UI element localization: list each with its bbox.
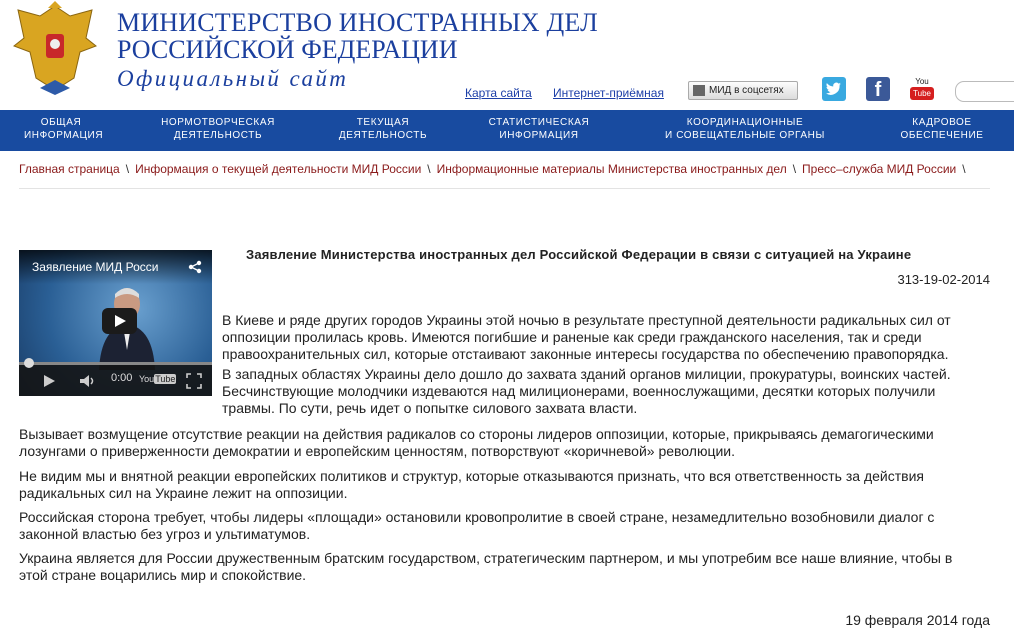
- breadcrumb-info-materials[interactable]: Информационные материалы Министерства иностранных дел: [436, 162, 787, 176]
- twitter-icon[interactable]: [822, 77, 846, 101]
- nav-normative-activity[interactable]: [160, 116, 276, 142]
- nav-label-line2: ОБЕСПЕЧЕНИЕ: [900, 130, 984, 141]
- nav-current-activity[interactable]: [336, 116, 430, 142]
- network-icon: [693, 85, 705, 96]
- video-time: 0:00: [111, 372, 133, 384]
- breadcrumb-separator: \: [125, 162, 130, 176]
- reception-link[interactable]: Интернет-приёмная: [553, 86, 664, 100]
- volume-icon[interactable]: [79, 374, 97, 388]
- article-paragraph-4: [19, 468, 924, 502]
- video-title[interactable]: Заявление МИД Росси: [19, 250, 212, 284]
- paragraph-line: правоохранительных сил, которые отстаивают законные интересы государства по обеспечению правопорядка.: [222, 346, 949, 362]
- sitemap-link[interactable]: Карта сайта: [465, 86, 532, 100]
- nav-label-line2: ДЕЯТЕЛЬНОСТЬ: [173, 130, 263, 141]
- breadcrumb-current-activity[interactable]: Информация о текущей деятельности МИД России: [135, 162, 422, 176]
- paragraph-line: оппозиции пролилась кровь. Имеются погибшие и раненые как среди гражданского населения, так и среди: [222, 329, 922, 345]
- paragraph-line: травмы. По сути, речь идет о попытке силового захвата власти.: [222, 400, 638, 416]
- nav-label-line2: ИНФОРМАЦИЯ: [499, 130, 579, 141]
- article-paragraph-1: [222, 312, 951, 363]
- paragraph-line: законной властью без угроз и ультиматумов.: [19, 526, 311, 542]
- paragraph-line: Украина является для России дружественным братским государством, стратегическим партнером, и мы употребим все наше влияние, чтобы в: [19, 550, 953, 566]
- paragraph-line: лозунгами о приверженности демократии и европейским ценностям, потворствуют «коричневой» революции.: [19, 443, 735, 459]
- article-paragraph-2: [222, 366, 951, 417]
- social-networks-button[interactable]: [688, 81, 798, 100]
- paragraph-line: Российская сторона требует, чтобы лидеры «площади» остановили кровопролитие в своей стране, незамедлительно возобновили диалог с: [19, 509, 935, 525]
- share-icon[interactable]: [188, 260, 202, 274]
- article-date: 19 февраля 2014 года: [845, 612, 990, 628]
- video-player[interactable]: [19, 250, 212, 396]
- breadcrumb-separator: \: [427, 162, 431, 176]
- paragraph-line: Вызывает возмущение отсутствие реакции на действия радикалов со стороны лидеров оппозиции, которые, прикрываясь демагогическими: [19, 426, 934, 442]
- document-number: 313-19-02-2014: [897, 272, 990, 287]
- nav-label-line2: ИНФОРМАЦИЯ: [24, 130, 104, 141]
- facebook-icon[interactable]: f: [866, 77, 890, 101]
- video-progress-track[interactable]: [19, 362, 212, 365]
- main-navigation: [0, 110, 1014, 151]
- article-paragraph-5: [19, 509, 934, 543]
- nav-coordination-bodies[interactable]: [662, 116, 828, 142]
- video-progress-knob[interactable]: [24, 358, 34, 368]
- content-divider: [19, 188, 990, 189]
- nav-general-info[interactable]: [24, 116, 104, 142]
- article-paragraph-3: [19, 426, 934, 460]
- youtube-label-bottom: Tube: [910, 87, 934, 100]
- site-header: [0, 0, 1014, 110]
- nav-label-line1: СТАТИСТИЧЕСКАЯ: [488, 117, 590, 128]
- site-title-line1[interactable]: МИНИСТЕРСТВО ИНОСТРАННЫХ ДЕЛ: [117, 8, 598, 37]
- site-subtitle: Официальный сайт: [117, 66, 349, 91]
- nav-label-line1: НОРМОТВОРЧЕСКАЯ: [161, 117, 275, 128]
- paragraph-line: радикальных сил на Украине лежит на оппозиции.: [19, 485, 348, 501]
- fullscreen-icon[interactable]: [186, 373, 202, 389]
- nav-personnel[interactable]: [894, 116, 990, 142]
- nav-label-line1: ТЕКУЩАЯ: [356, 117, 410, 128]
- social-networks-label: МИД в соцсетях: [709, 85, 784, 96]
- youtube-logo-icon[interactable]: YouTube: [139, 374, 176, 384]
- nav-label-line1: КАДРОВОЕ: [912, 117, 972, 128]
- breadcrumb: [19, 162, 972, 176]
- play-icon[interactable]: [102, 308, 137, 334]
- play-small-icon[interactable]: [42, 374, 56, 388]
- breadcrumb-separator: \: [962, 162, 966, 176]
- article-paragraph-6: [19, 550, 952, 584]
- paragraph-line: В западных областях Украины дело дошло до захвата зданий органов милиции, прокуратуры, воинских частей.: [222, 366, 951, 382]
- article-heading: Заявление Министерства иностранных дел Российской Федерации в связи с ситуацией на Украине: [246, 247, 912, 262]
- nav-label-line1: ОБЩАЯ: [40, 117, 82, 128]
- coat-of-arms-icon[interactable]: [10, 0, 100, 96]
- paragraph-line: Не видим мы и внятной реакции европейских политиков и структур, которые отказываются признать, что вся ответственность за действия: [19, 468, 924, 484]
- nav-statistical-info[interactable]: [486, 116, 592, 142]
- nav-label-line2: ДЕЯТЕЛЬНОСТЬ: [338, 130, 428, 141]
- search-input[interactable]: [955, 81, 1014, 102]
- breadcrumb-separator: \: [792, 162, 797, 176]
- paragraph-line: этой стране воцарились мир и спокойствие.: [19, 567, 307, 583]
- breadcrumb-press-service[interactable]: Пресс–служба МИД России: [802, 162, 957, 176]
- site-title-line2[interactable]: РОССИЙСКОЙ ФЕДЕРАЦИИ: [117, 35, 458, 64]
- youtube-icon[interactable]: [910, 77, 934, 101]
- breadcrumb-home[interactable]: Главная страница: [19, 162, 120, 176]
- youtube-label-top: You: [915, 77, 929, 86]
- paragraph-line: Бесчинствующие молодчики издеваются над милиционерами, военнослужащими, десятки которых получили: [222, 383, 936, 399]
- nav-label-line2: И СОВЕЩАТЕЛЬНЫЕ ОРГАНЫ: [665, 130, 825, 141]
- paragraph-line: В Киеве и ряде других городов Украины этой ночью в результате преступной деятельности радикальных сил от: [222, 312, 951, 328]
- nav-label-line1: КООРДИНАЦИОННЫЕ: [686, 117, 804, 128]
